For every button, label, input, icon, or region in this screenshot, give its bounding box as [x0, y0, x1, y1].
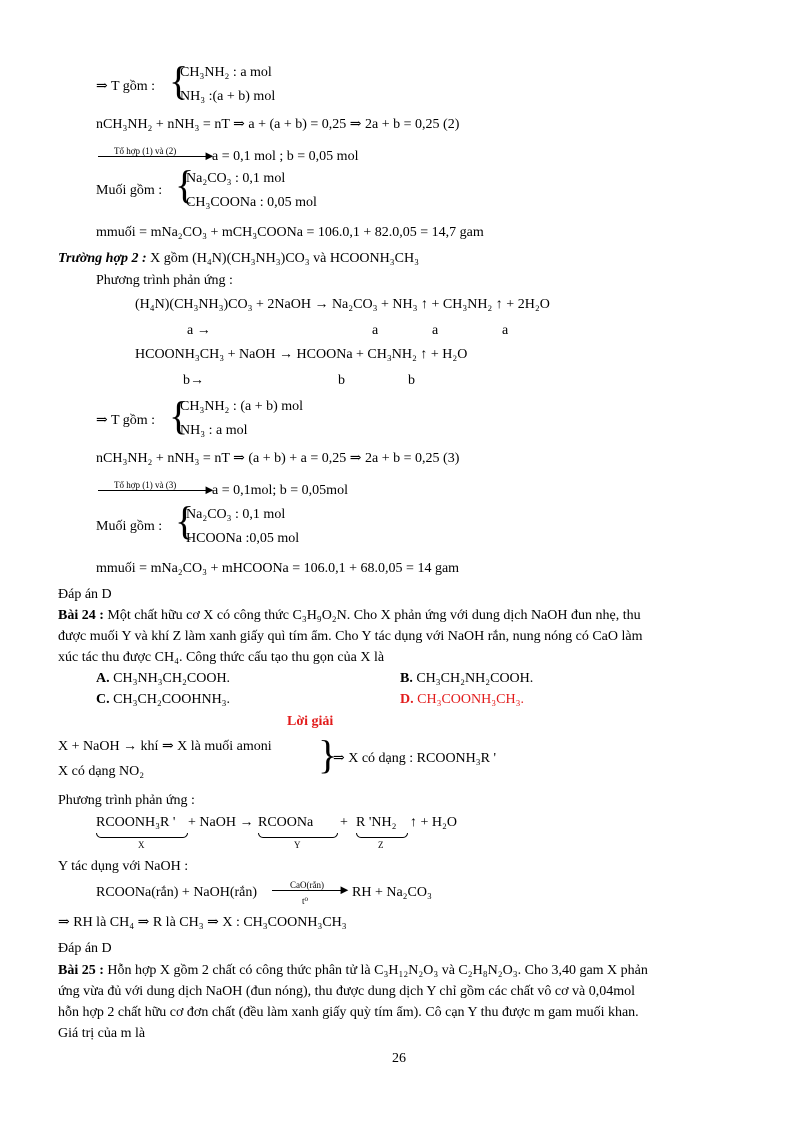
reaction-label: Phương trình phản ứng : — [58, 793, 195, 808]
general-reaction-plus: + — [340, 815, 348, 830]
salt-mass-1: mmuối = mNa₂CO₃ + mCH₃COONa = 106.0,1 + 82.0,05 = 14,7 gam — [96, 225, 484, 240]
mole-balance-equation-2: nCH₃NH₂ + nNH₃ = nT ⇒ (a + b) + a = 0,25 ⇒ 2a + b = 0,25 (3) — [96, 451, 460, 466]
reaction-1-mol: a — [372, 323, 379, 338]
salt-mass-2: mmuối = mNa₂CO₃ + mHCOONa = 106.0,1 + 68.0,05 = 14 gam — [96, 561, 460, 576]
option-b: B. CH₃CH₂NH₂COOH. — [400, 671, 534, 686]
closing-brace-icon: { — [318, 732, 338, 777]
case2-heading: Trường hợp 2 : X gồm (H₄N)(CH₃NH₃)CO₃ và HCOONH₃CH₃ — [58, 251, 419, 266]
general-reaction-y: RCOONa — [258, 815, 314, 830]
t-gom-label-2: ⇒ T gồm : — [96, 413, 156, 428]
reaction-1: (H₄N)(CH₃NH₃)CO₃ + 2NaOH → Na₂CO₃ + NH₃ ↑ + CH₃NH₂ ↑ + 2H₂O — [135, 297, 550, 312]
underbrace-icon — [96, 833, 188, 838]
brace-icon: { — [169, 393, 189, 438]
arrow-right-icon: ► — [338, 882, 351, 897]
combine-label-1: Tổ hợp (1) và (2) — [114, 146, 177, 156]
reaction-2-mol: b — [338, 373, 345, 388]
arrow-right-icon: ► — [203, 148, 216, 163]
muoi-gom-label-1: Muối gồm : — [96, 183, 163, 198]
underbrace-label-z: Z — [378, 840, 384, 850]
salt-component-1: Na₂CO₃ : 0,1 mol — [186, 171, 286, 186]
reaction-2-mol-b: b→ — [183, 373, 204, 388]
reaction-1-mol: a — [502, 323, 509, 338]
page-number: 26 — [392, 1051, 406, 1066]
salt-component-2: HCOONa :0,05 mol — [186, 531, 300, 546]
t-gom-label-1: ⇒ T gồm : — [96, 79, 156, 94]
arrow-shaft — [272, 890, 342, 891]
answer-line: Đáp án D — [58, 941, 112, 956]
muoi-gom-label-2: Muối gồm : — [96, 519, 163, 534]
option-c: C. CH₃CH₂COOHNH₃. — [96, 692, 231, 707]
general-reaction-x: RCOONH₃R ' — [96, 815, 176, 830]
general-reaction-z: R 'NH₂ — [356, 815, 397, 830]
mole-balance-equation-1: nCH₃NH₂ + nNH₃ = nT ⇒ a + (a + b) = 0,25 ⇒ 2a + b = 0,25 (2) — [96, 117, 460, 132]
reaction-2: HCOONH₃CH₃ + NaOH → HCOONa + CH₃NH₂ ↑ + H₂O — [135, 347, 468, 362]
question-25-line-3: hỗn hợp 2 chất hữu cơ đơn chất (đều làm xanh giấy quỳ tím ẩm). Cô cạn Y thu được m gam muối khan. — [58, 1005, 639, 1020]
reaction-1-mol-a: a → — [187, 323, 211, 338]
decarboxylation-left: RCOONa(rắn) + NaOH(rắn) — [96, 885, 258, 900]
question-25-line-1: Bài 25 : Hỗn hợp X gồm 2 chất có công thức phân tử là C₃H₁₂N₂O₃ và C₂H₈N₂O₃. Cho 3,40 gam X phản — [58, 963, 648, 978]
salt-component-1: Na₂CO₃ : 0,1 mol — [186, 507, 286, 522]
underbrace-label-x: X — [138, 840, 145, 850]
brace-icon: { — [175, 498, 195, 543]
brace-icon: { — [175, 162, 195, 207]
decarboxylation-heat: t⁰ — [302, 896, 309, 906]
option-a: A. CH₃NH₃CH₂COOH. — [96, 671, 231, 686]
salt-component-2: CH₃COONa : 0,05 mol — [186, 195, 317, 210]
reaction-label: Phương trình phản ứng : — [96, 273, 233, 288]
question-24-line-1: Bài 24 : Một chất hữu cơ X có công thức C₃H₉O₂N. Cho X phản ứng với dung dịch NaOH đun nhẹ, thu — [58, 608, 641, 623]
question-24-line-3: xúc tác thu được CH₄. Công thức cấu tạo thu gọn của X là — [58, 650, 385, 665]
underbrace-icon — [356, 833, 408, 838]
final-conclusion: ⇒ RH là CH₄ ⇒ R là CH₃ ⇒ X : CH₃COONH₃CH₃ — [58, 915, 347, 930]
y-reaction-label: Y tác dụng với NaOH : — [58, 859, 189, 874]
arrow-shaft — [98, 156, 206, 157]
combine-result-2: a = 0,1mol; b = 0,05mol — [212, 483, 348, 498]
decarboxylation-right: RH + Na₂CO₃ — [352, 885, 432, 900]
decarboxylation-catalyst: CaO(rắn) — [290, 880, 324, 890]
option-d-correct: D. CH₃COONH₃CH₃. — [400, 692, 524, 707]
combine-result-1: a = 0,1 mol ; b = 0,05 mol — [212, 149, 359, 164]
question-25-line-2: ứng vừa đủ với dung dịch NaOH (đun nóng), thu được dung dịch Y chỉ gồm các chất vô cơ và 0,04mol — [58, 984, 635, 999]
arrow-shaft — [98, 490, 206, 491]
reaction-1-mol: a — [432, 323, 439, 338]
arrow-right-icon: ► — [203, 482, 216, 497]
t-component-1: CH₃NH₂ : (a + b) mol — [180, 399, 304, 414]
combine-label-2: Tổ hợp (1) và (3) — [114, 480, 177, 490]
general-reaction-tail: ↑ + H₂O — [410, 815, 457, 830]
solution-premise-2: X có dạng NO₂ — [58, 764, 145, 779]
general-reaction-naoh: + NaOH → — [188, 815, 254, 830]
underbrace-label-y: Y — [294, 840, 301, 850]
reaction-2-mol: b — [408, 373, 415, 388]
t-component-1: CH₃NH₂ : a mol — [180, 65, 272, 80]
solution-conclusion: ⇒ X có dạng : RCOONH₃R ' — [333, 751, 497, 766]
t-component-2: NH₃ :(a + b) mol — [180, 89, 276, 104]
t-component-2: NH₃ : a mol — [180, 423, 248, 438]
solution-heading: Lời giải — [287, 714, 334, 729]
question-24-line-2: được muối Y và khí Z làm xanh giấy quì tím ẩm. Cho Y tác dụng với NaOH rắn, nung nóng có CaO làm — [58, 629, 643, 644]
question-25-line-4: Giá trị của m là — [58, 1026, 146, 1041]
underbrace-icon — [258, 833, 338, 838]
brace-icon: { — [169, 58, 189, 103]
solution-premise-1: X + NaOH → khí ⇒ X là muối amoni — [58, 739, 272, 754]
answer-line: Đáp án D — [58, 587, 112, 602]
